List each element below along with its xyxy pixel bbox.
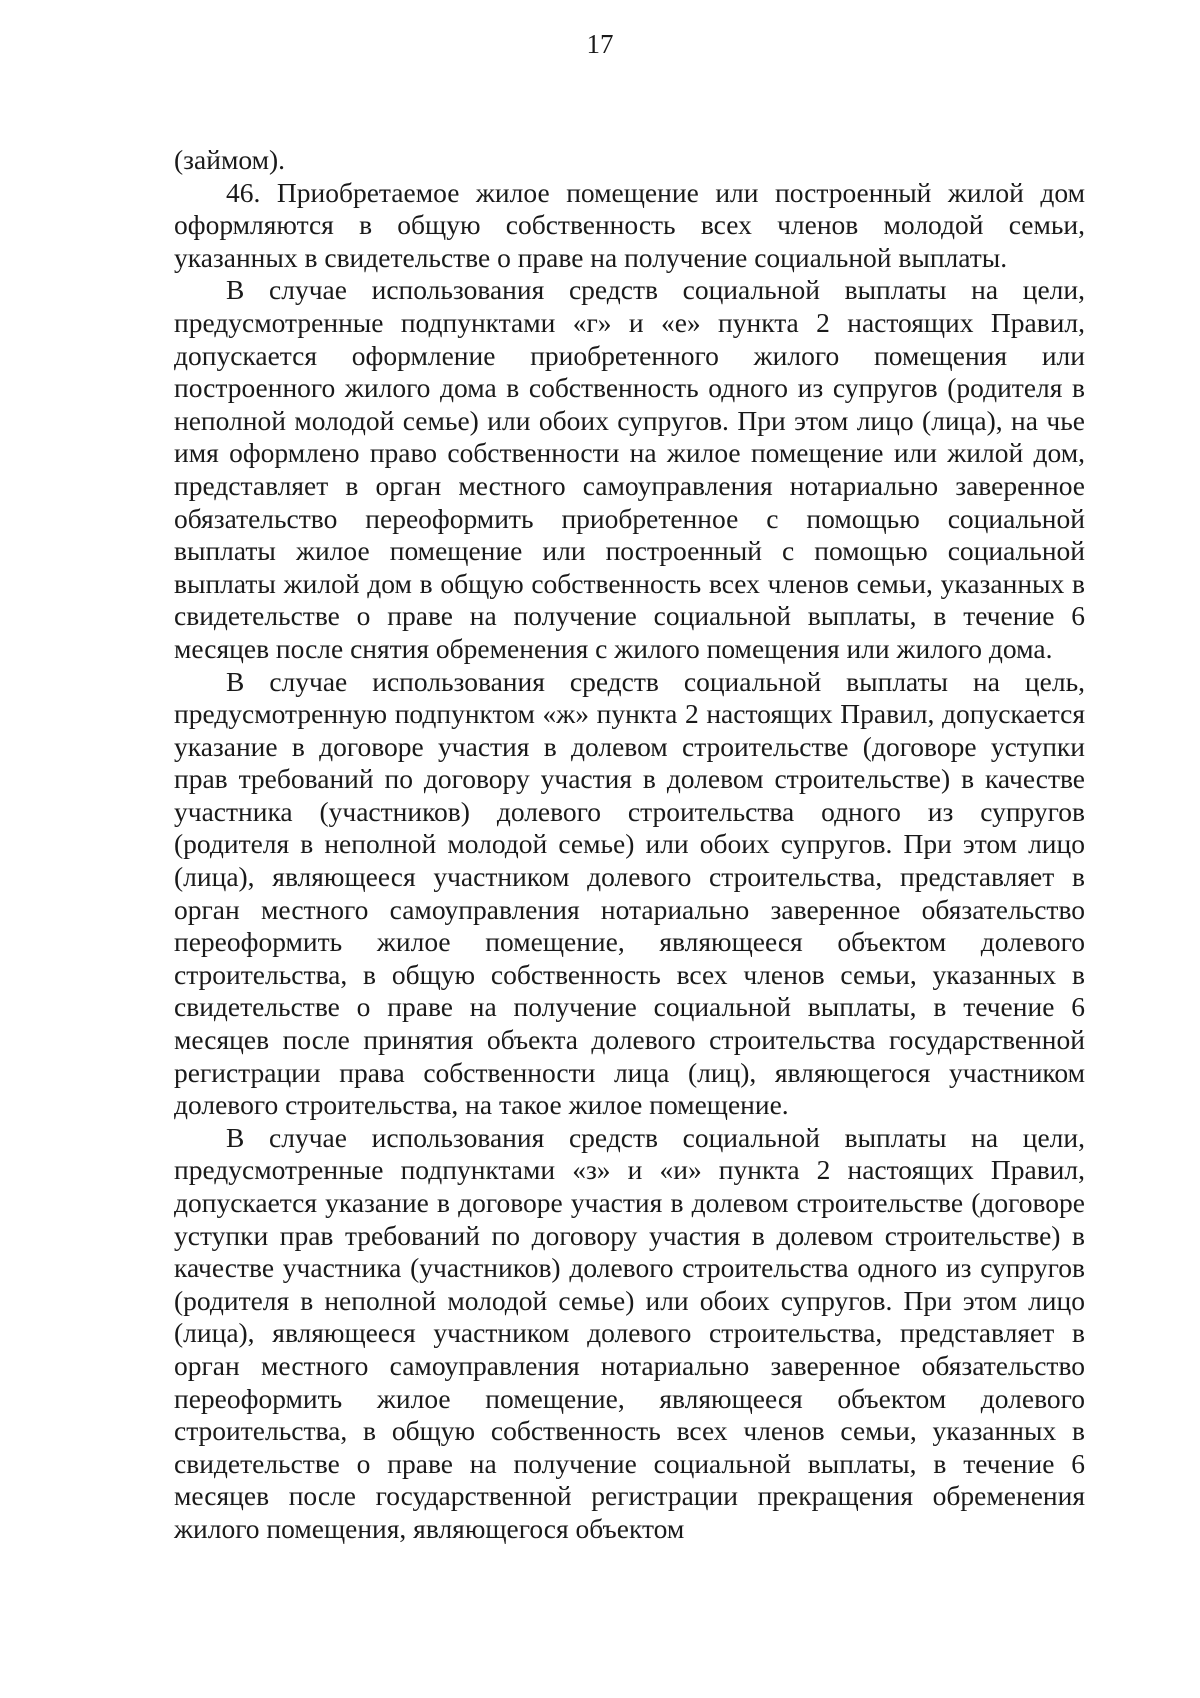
paragraph-item-46: 46. Приобретаемое жилое помещение или построенный жилой дом оформляются в общую собственность всех членов молодой семьи, указанных в свидетельстве о праве на получение социальной выплаты. xyxy=(174,176,1085,273)
paragraph-subpoint-zh: В случае использования средств социальной выплаты на цель, предусмотренную подпунктом «ж» пункта 2 настоящих Правил, допускается указание в договоре участия в долевом строительстве (договоре уступки прав требований по договору участия в долевом строительстве) в качестве участника (участников) долевого строительства одного из супругов (родителя в неполной молодой семье) или обоих супругов. При этом лицо (лица), являющееся участником долевого строительства, представляет в орган местного самоуправления нотариально заверенное обязательство переоформить жилое помещение, являющееся объектом долевого строительства, в общую собственность всех членов семьи, указанных в свидетельстве о праве на получение социальной выплаты, в течение 6 месяцев после принятия объекта долевого строительства государственной регистрации права собственности лица (лиц), являющегося участником долевого строительства, на такое жилое помещение. xyxy=(174,665,1085,1121)
paragraph-subpoints-z-i: В случае использования средств социальной выплаты на цели, предусмотренные подпунктами «з» и «и» пункта 2 настоящих Правил, допускается указание в договоре участия в долевом строительстве (договоре уступки прав требований по договору участия в долевом строительстве) в качестве участника (участников) долевого строительства одного из супругов (родителя в неполной молодой семье) или обоих супругов. При этом лицо (лица), являющееся участником долевого строительства, представляет в орган местного самоуправления нотариально заверенное обязательство переоформить жилое помещение, являющееся объектом долевого строительства, в общую собственность всех членов семьи, указанных в свидетельстве о праве на получение социальной выплаты, в течение 6 месяцев после государственной регистрации прекращения обременения жилого помещения, являющегося объектом xyxy=(174,1121,1085,1544)
page-number: 17 xyxy=(586,29,614,59)
document-body xyxy=(174,144,1085,1546)
paragraph-subpoints-g-e: В случае использования средств социальной выплаты на цели, предусмотренные подпунктами «г» и «е» пункта 2 настоящих Правил, допускается оформление приобретенного жилого помещения или построенного жилого дома в собственность одного из супругов (родителя в неполной молодой семье) или обоих супругов. При этом лицо (лица), на чье имя оформлено право собственности на жилое помещение или жилой дом, представляет в орган местного самоуправления нотариально заверенное обязательство переоформить приобретенное с помощью социальной выплаты жилое помещение или построенный с помощью социальной выплаты жилой дом в общую собственность всех членов семьи, указанных в свидетельстве о праве на получение социальной выплаты, в течение 6 месяцев после снятия обременения с жилого помещения или жилого дома. xyxy=(174,274,1085,664)
paragraph-continuation: (займом). xyxy=(174,144,286,175)
